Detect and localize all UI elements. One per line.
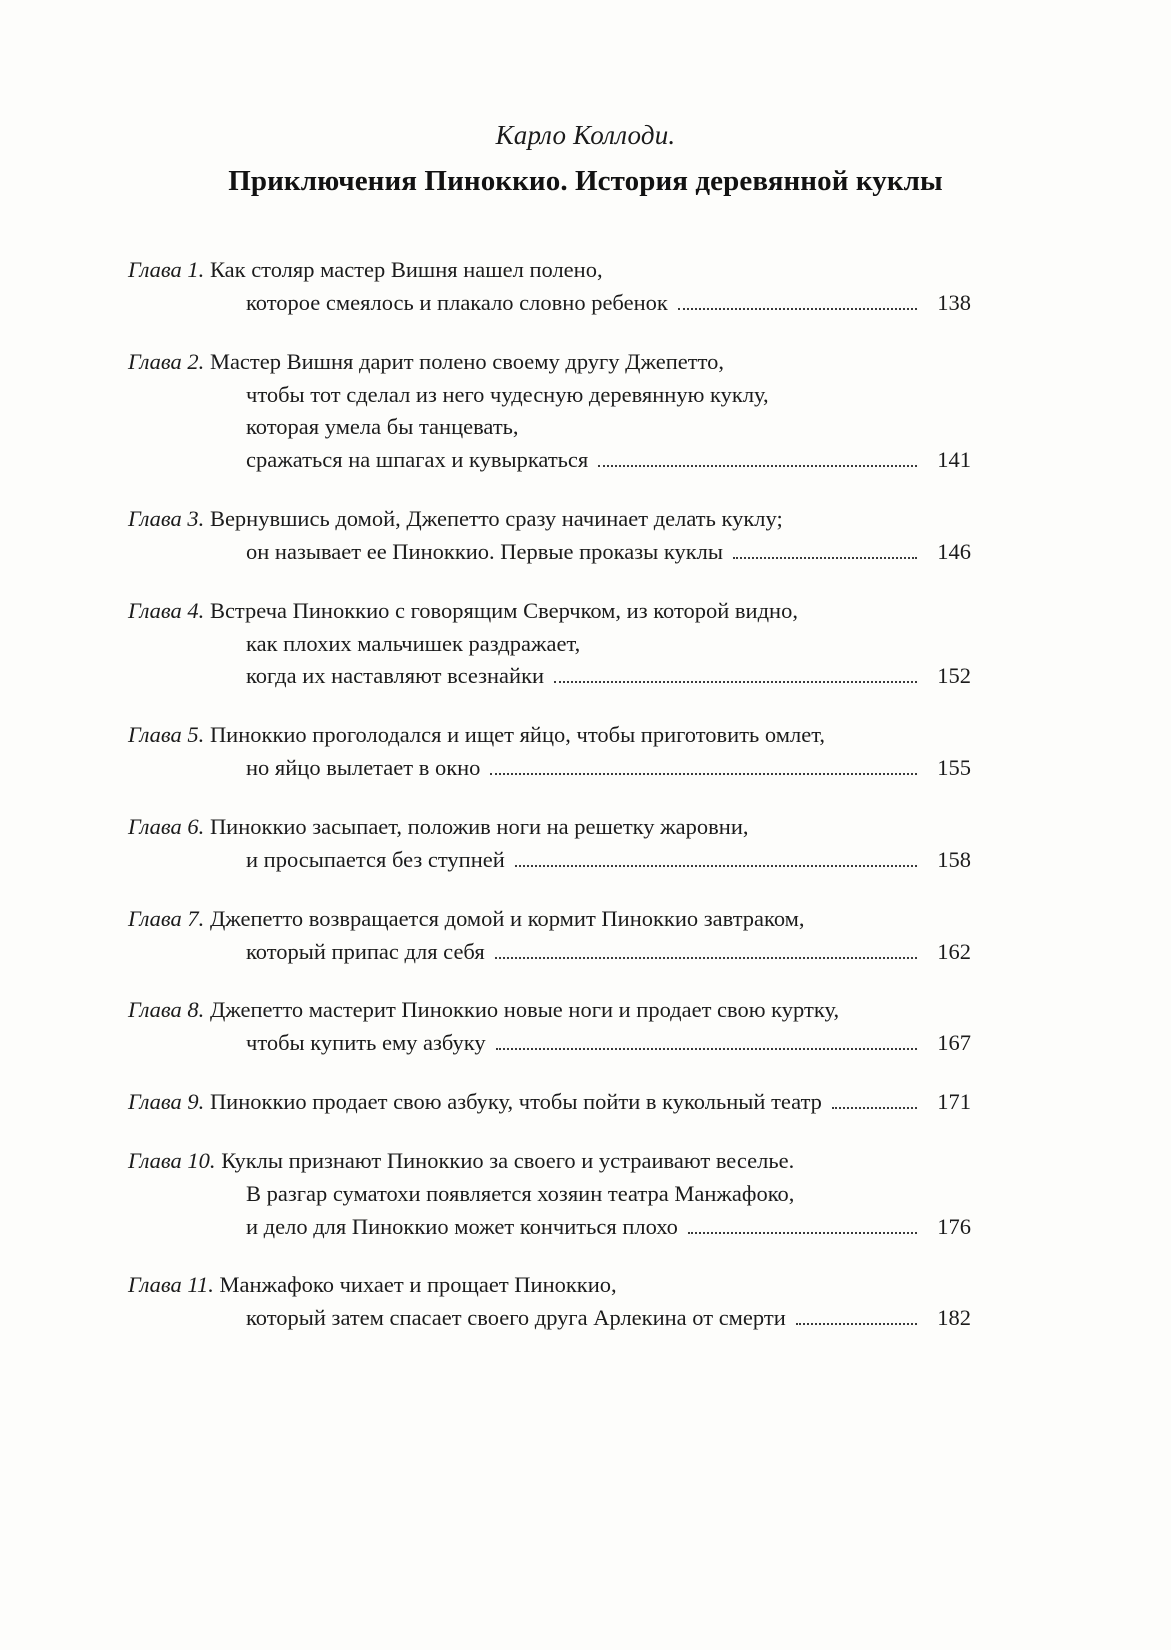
- chapter-title-text: Встреча Пиноккио с говорящим Сверчком, из которой видно,: [209, 597, 798, 623]
- toc-entry-line: [128, 1178, 971, 1211]
- toc-entry[interactable]: [128, 1269, 971, 1335]
- chapter-title-text: которое смеялось и плакало словно ребенок: [246, 289, 668, 315]
- chapter-title-text: сражаться на шпагах и кувыркаться: [246, 447, 589, 473]
- toc-entry[interactable]: [128, 903, 971, 969]
- chapter-title-text: Пиноккио продает свою азбуку, чтобы пойти в кукольный театр: [209, 1089, 822, 1115]
- chapter-title-text: чтобы тот сделал из него чудесную деревянную куклу,: [246, 381, 769, 407]
- toc-entry-line: [128, 628, 971, 661]
- toc-entry[interactable]: [128, 719, 971, 785]
- chapter-title-text: Пиноккио засыпает, положив ноги на решетку жаровни,: [209, 813, 749, 839]
- chapter-title-text: Как столяр мастер Вишня нашел полено,: [209, 257, 603, 282]
- toc-entry[interactable]: [128, 595, 971, 694]
- toc-entry[interactable]: [128, 811, 971, 877]
- chapter-title-text: В разгар суматохи появляется хозяин театра Манжафоко,: [246, 1180, 795, 1206]
- chapter-label: Глава 7.: [128, 905, 210, 931]
- toc-entry[interactable]: [128, 346, 971, 477]
- toc-entry-line: [128, 411, 971, 444]
- toc-entry-line: [128, 346, 971, 379]
- toc-entry-line: [128, 536, 971, 569]
- toc-entry-line: [128, 444, 971, 477]
- dot-leader: [495, 957, 917, 959]
- page-number: 141: [937, 447, 971, 473]
- chapter-title-text: и дело для Пиноккио может кончиться плохо: [246, 1213, 678, 1239]
- toc-entry-line: [128, 1027, 971, 1060]
- book-title: Приключения Пиноккио. История деревянной куклы: [228, 165, 943, 197]
- dot-leader: [688, 1232, 917, 1234]
- toc-entry-line: [128, 1086, 971, 1119]
- toc-entry[interactable]: [128, 1145, 971, 1244]
- dot-leader: [554, 681, 917, 683]
- page-number: 167: [937, 1030, 971, 1056]
- chapter-label: Глава 10.: [128, 1147, 222, 1173]
- toc-entry-line: [128, 719, 971, 752]
- toc-entry-line: [128, 1302, 971, 1335]
- chapter-label: Глава 1.: [128, 257, 210, 282]
- dot-leader: [796, 1323, 917, 1325]
- page-number: 176: [937, 1213, 971, 1239]
- toc-entry-line: [128, 1211, 971, 1244]
- page-number: 155: [937, 755, 971, 781]
- dot-leader: [598, 465, 917, 467]
- chapter-title-text: чтобы купить ему азбуку: [246, 1030, 486, 1056]
- chapter-title-text: Пиноккио проголодался и ищет яйцо, чтобы приготовить омлет,: [209, 722, 825, 748]
- chapter-title-text: которая умела бы танцевать,: [246, 414, 519, 440]
- chapter-title-text: Манжафоко чихает и прощает Пиноккио,: [219, 1272, 617, 1298]
- chapter-title-text: Джепетто возвращается домой и кормит Пиноккио завтраком,: [209, 905, 805, 931]
- page-number: 146: [937, 538, 971, 564]
- page-number: 162: [937, 938, 971, 964]
- toc-entry[interactable]: [128, 994, 971, 1060]
- page-number: 182: [937, 1305, 971, 1331]
- toc-entry-line: [128, 811, 971, 844]
- page-header: [0, 0, 1171, 198]
- toc-entry[interactable]: [128, 254, 971, 320]
- chapter-title-text: и просыпается без ступней: [246, 846, 505, 872]
- chapter-title-text: Джепетто мастерит Пиноккио новые ноги и продает свою куртку,: [209, 997, 840, 1023]
- page-number: 171: [937, 1089, 971, 1115]
- toc-entry-line: [128, 936, 971, 969]
- chapter-label: Глава 4.: [128, 597, 210, 623]
- book-author: Карло Коллоди.: [495, 120, 676, 150]
- page-number: 152: [937, 663, 971, 689]
- toc-entry-line: [128, 660, 971, 693]
- chapter-title-text: Куклы признают Пиноккио за своего и устраивают веселье.: [221, 1147, 795, 1173]
- toc-entry-line: [128, 503, 971, 536]
- chapter-title-text: который затем спасает своего друга Арлекина от смерти: [246, 1305, 786, 1331]
- toc-entry-line: [128, 752, 971, 785]
- dot-leader: [496, 1048, 917, 1050]
- toc-entry-line: [128, 1269, 971, 1302]
- toc-entry-line: [128, 595, 971, 628]
- chapter-label: Глава 6.: [128, 813, 210, 839]
- dot-leader: [832, 1107, 917, 1109]
- dot-leader: [515, 865, 917, 867]
- chapter-title-text: но яйцо вылетает в окно: [246, 755, 481, 781]
- chapter-label: Глава 3.: [128, 506, 210, 532]
- chapter-label: Глава 5.: [128, 722, 210, 748]
- chapter-title-text: который припас для себя: [246, 938, 485, 964]
- dot-leader: [733, 557, 917, 559]
- toc-entry-line: [128, 254, 971, 287]
- chapter-title-text: как плохих мальчишек раздражает,: [246, 630, 581, 656]
- chapter-label: Глава 9.: [128, 1089, 210, 1115]
- chapter-label: Глава 11.: [128, 1272, 220, 1298]
- page-number: 138: [937, 289, 971, 315]
- chapter-title-text: он называет ее Пиноккио. Первые проказы куклы: [246, 538, 724, 564]
- toc-entry-line: [128, 994, 971, 1027]
- page-number: 158: [937, 846, 971, 872]
- chapter-title-text: Вернувшись домой, Джепетто сразу начинает делать куклу;: [209, 506, 783, 532]
- toc-entry[interactable]: [128, 1086, 971, 1119]
- toc-entry-line: [128, 287, 971, 320]
- dot-leader: [678, 308, 917, 310]
- table-of-contents: [0, 254, 1171, 1335]
- toc-entry-line: [128, 844, 971, 877]
- chapter-label: Глава 2.: [128, 348, 210, 374]
- chapter-title-text: Мастер Вишня дарит полено своему другу Джепетто,: [209, 348, 724, 374]
- toc-entry-line: [128, 903, 971, 936]
- toc-entry-line: [128, 379, 971, 412]
- toc-entry-line: [128, 1145, 971, 1178]
- chapter-title-text: когда их наставляют всезнайки: [246, 663, 545, 689]
- chapter-label: Глава 8.: [128, 997, 210, 1023]
- dot-leader: [490, 773, 917, 775]
- toc-entry[interactable]: [128, 503, 971, 569]
